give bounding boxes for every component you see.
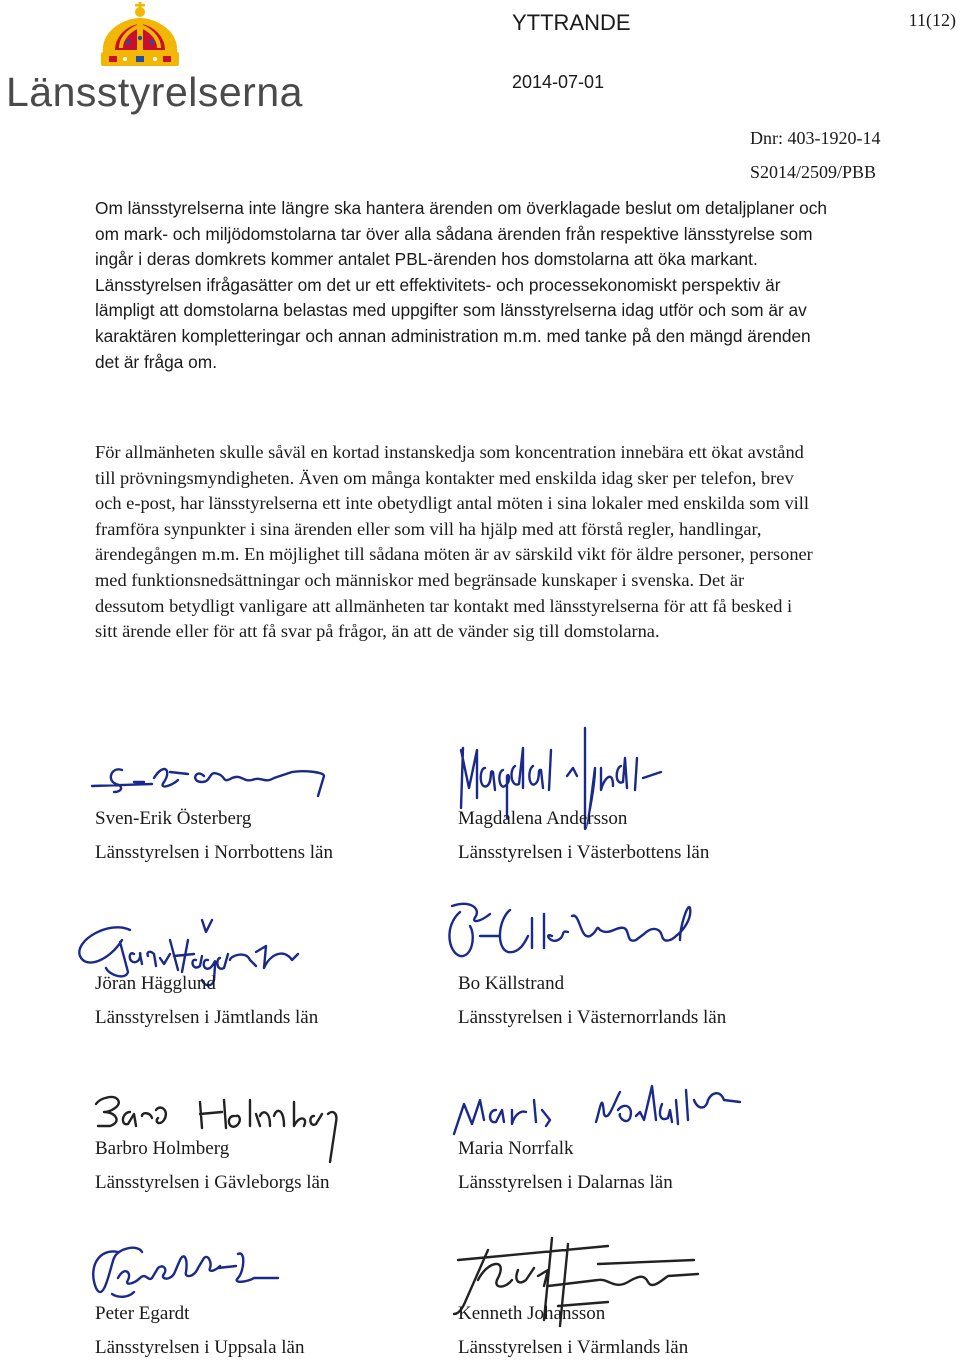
signatory-organization: Länsstyrelsen i Gävleborgs län [95, 1172, 330, 1193]
signatory-name: Barbro Holmberg [95, 1138, 230, 1159]
logo-wordmark: Länsstyrelserna [6, 69, 303, 115]
signatory-organization: Länsstyrelsen i Värmlands län [458, 1337, 689, 1358]
signatory-organization: Länsstyrelsen i Dalarnas län [458, 1172, 673, 1193]
signatory-name: Jöran Hägglund [95, 973, 216, 994]
body-paragraph: Om länsstyrelserna inte längre ska hantera ärenden om överklagade beslut om detaljplaner och om mark- och miljödomstolarna tar över alla sådana ärenden från respektive länsstyrelse som ingår i deras domkrets kommer antalet PBL-ärenden hos domstolarna att öka markant. Länsstyrelsen ifrågasätter om det ur ett effektivitets- och processekonomiskt perspektiv är lämpligt att domstolarna belastas med uppgifter som länsstyrelserna idag utför och som är av karaktären kompletteringar och annan administration m.m. med tanke på den mängd ärenden det är fråga om. [95, 198, 827, 372]
document-date: 2014-07-01 [512, 72, 605, 92]
signatory-organization: Länsstyrelsen i Uppsala län [95, 1337, 305, 1358]
signatory-name: Peter Egardt [95, 1303, 190, 1324]
signatory-organization: Länsstyrelsen i Västernorrlands län [458, 1007, 727, 1028]
signatory-name: Maria Norrfalk [458, 1138, 574, 1159]
page-number: 11(12) [908, 10, 956, 30]
body-paragraph: För allmänheten skulle såväl en kortad instanskedja som koncentration innebära ett ökat avstånd till prövningsmyndigheten. Även om många kontakter med enskilda idag sker per telefon, brev och e-post, har länsstyrelserna ett inte obetydligt antal möten i sina lokaler med enskilda som vill framföra synpunkter i sina ärenden eller som vill ha hjälp med att förstå regler, handlingar, ärendegången m.m. En möjlighet till sådana möten är av särskild vikt för äldre personer, personer med funktionsnedsättningar och människor med begränsade kunskaper i svenska. Det är dessutom betydligt vanligare att allmänheten tar kontakt med länsstyrelserna för att få besked i sitt ärende eller för att få svar på frågor, än att de vänder sig till domstolarna. [95, 442, 813, 642]
document-type: YTTRANDE [512, 10, 631, 35]
crown-logo [95, 2, 185, 74]
signatory-name: Sven-Erik Österberg [95, 808, 252, 829]
signatory-name: Kenneth Johansson [458, 1303, 606, 1324]
signatory-organization: Länsstyrelsen i Norrbottens län [95, 842, 333, 863]
signatory-name: Bo Källstrand [458, 973, 565, 994]
handwritten-signature [92, 752, 332, 812]
signatory-organization: Länsstyrelsen i Jämtlands län [95, 1007, 319, 1028]
signatory-name: Magdalena Andersson [458, 808, 628, 829]
reference-number: S2014/2509/PBB [750, 162, 877, 182]
handwritten-signature [440, 896, 710, 976]
diary-number: Dnr: 403-1920-14 [750, 128, 881, 148]
signatory-organization: Länsstyrelsen i Västerbottens län [458, 842, 710, 863]
